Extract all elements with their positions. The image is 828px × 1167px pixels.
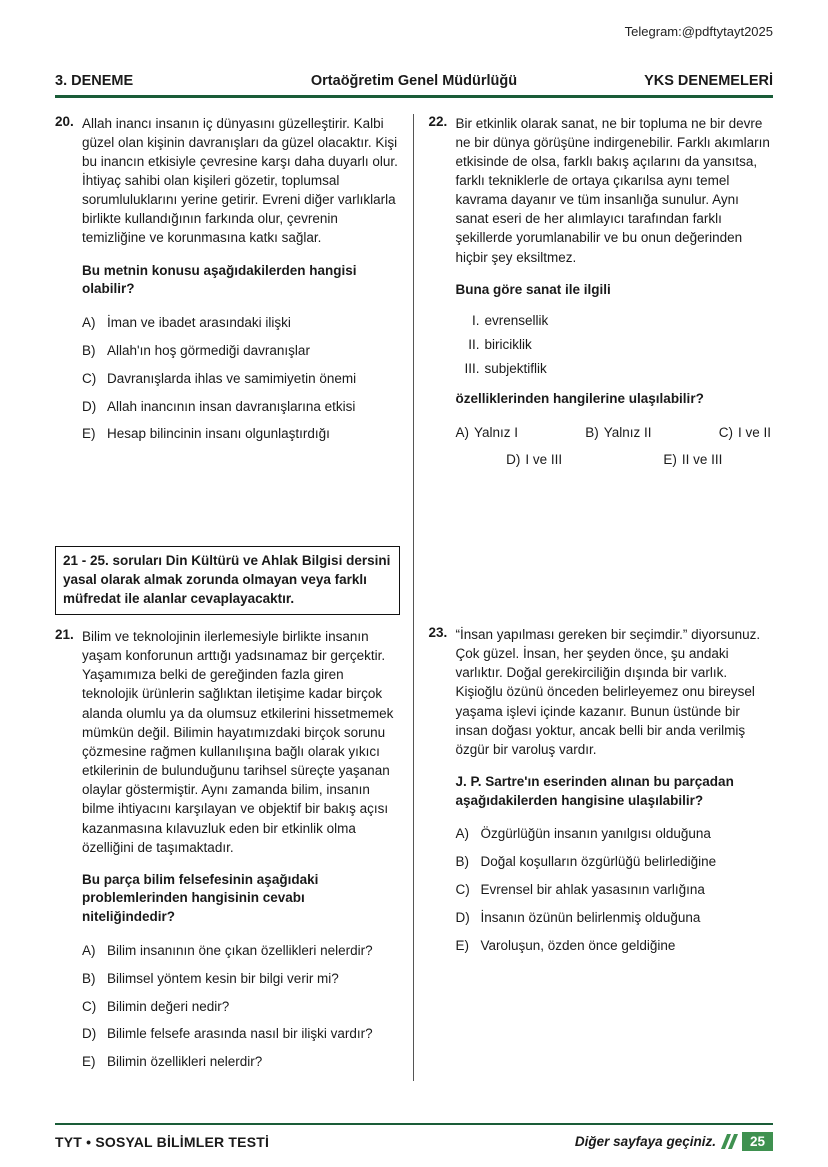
instruction-notice-box: 21 - 25. soruları Din Kültürü ve Ahlak Bilgisi dersini yasal olarak almak zorunda olmayan veya farklı müfredat ile alanlar cevaplayacaktır. bbox=[55, 546, 400, 615]
option-text: Bilimsel yöntem kesin bir bilgi verir mi? bbox=[107, 970, 339, 986]
option-d bbox=[82, 398, 400, 417]
option-letter: C) bbox=[455, 882, 470, 898]
header-exam-name: YKS DENEMELERİ bbox=[644, 73, 773, 89]
question-number: 21. bbox=[55, 626, 74, 642]
telegram-handle: Telegram:@pdftytayt2025 bbox=[624, 24, 773, 39]
option-letter: B) bbox=[455, 854, 469, 870]
option-letter: B) bbox=[82, 342, 96, 358]
option-c bbox=[82, 370, 400, 389]
option-text: Varoluşun, özden önce geldiğine bbox=[480, 937, 676, 953]
option-letter: C) bbox=[82, 998, 97, 1014]
options-row-1 bbox=[456, 425, 774, 440]
page-footer bbox=[55, 1123, 773, 1152]
option-d bbox=[506, 452, 562, 467]
question-content bbox=[82, 114, 400, 454]
right-column bbox=[429, 114, 774, 1082]
options-list bbox=[82, 942, 400, 1072]
option-a bbox=[82, 314, 400, 333]
question-prompt: Bu parça bilim felsefesinin aşağıdaki problemlerinden hangisinin cevabı niteliğindedir? bbox=[82, 871, 319, 925]
option-text: İnsanın özünün belirlenmiş olduğuna bbox=[480, 910, 701, 926]
question-20 bbox=[55, 114, 400, 454]
option-e bbox=[663, 452, 722, 467]
question-text: Bilim ve teknolojinin ilerlemesiyle birlikte insanın yaşam konforunun arttığı yadsınamaz bir gerçektir. Yaşamımıza belki de gereğinden fazla giren teknolojik ürünlerin sağlıktan iletişime kadar birçok alanda olumlu ya da olumsuz etkilerini hissetmemek mümkün değil. Bilimin hayatımızdaki birçok sorunu çözmesine rağmen kullanılışına bağlı olarak yıkıcı etkilerinin de bulunduğunu tarihsel süreçte yaşanan olaylar göstermiştir. Aynı zamanda bilim, insanın bilme ihtiyacını karşılayan ve objektif bir bakış açısı kazanmasına kılavuzluk eden bir etkinlik olma özelliğini de taşımaktadır. bbox=[82, 628, 394, 855]
question-text: “İnsan yapılması gereken bir seçimdir.” diyorsunuz. Çok güzel. İnsan, her şeyden önce, şu andaki varlıktır. Doğal gerekirciliğin dışında bir varlık. Kişioğlu özünü önceden belirleyemez onu bireysel yaşama işlevi içinde kazanır. Bunun üstünde bir insan doğası yoktur, ancak belli bir anda verilmiş özgür bir varoluş vardır. bbox=[455, 627, 761, 757]
options-list bbox=[82, 314, 400, 444]
option-letter: B) bbox=[82, 970, 96, 986]
question-text: Bir etkinlik olarak sanat, ne bir topluma ne bir devre ne bir dünya görüşüne indirgenebilir. Farklı akımların etkisinde de olsa, farklı bakış açılarını da yansıtsa, farklı tekniklerle de ortaya çıkarılsa aynı temel kavrama dayanır ve tüm insanlığa sunulur. Aynı sanat eseri de her alımlayıcı tarafından farklı şekillerde yorumlanabilir ve bu onun değerinden hiçbir şey eksiltmez. bbox=[455, 115, 770, 265]
options-row-2 bbox=[456, 452, 774, 467]
roman-numeral-list bbox=[456, 313, 774, 376]
option-text: Bilim insanının öne çıkan özellikleri nelerdir? bbox=[107, 942, 373, 958]
option-text: Hesap bilincinin insanı olgunlaştırdığı bbox=[107, 426, 330, 442]
option-text: Yalnız II bbox=[603, 425, 652, 440]
option-b bbox=[585, 425, 651, 440]
option-letter: B) bbox=[585, 425, 599, 440]
option-d bbox=[82, 1025, 400, 1044]
question-prompt: Buna göre sanat ile ilgili bbox=[455, 281, 611, 297]
header-test-number: 3. DENEME bbox=[55, 73, 134, 89]
option-text: II ve III bbox=[681, 452, 723, 467]
question-prompt: J. P. Sartre'ın eserinden alınan bu parçadan aşağıdakilerden hangisine ulaşılabilir? bbox=[455, 774, 734, 808]
option-e bbox=[456, 937, 774, 956]
option-e bbox=[82, 425, 400, 444]
options-list bbox=[456, 825, 774, 955]
option-text: Davranışlarda ihlas ve samimiyetin önemi bbox=[107, 370, 357, 386]
option-letter: A) bbox=[82, 314, 96, 330]
roman-text: subjektiflik bbox=[484, 361, 547, 377]
question-content bbox=[456, 625, 774, 965]
option-text: Bilimin değeri nedir? bbox=[107, 998, 230, 1014]
option-a bbox=[82, 942, 400, 961]
next-page-instruction: Diğer sayfaya geçiniz. bbox=[574, 1134, 716, 1149]
header-divider-rule bbox=[55, 95, 773, 98]
test-name: TYT • SOSYAL BİLİMLER TESTİ bbox=[55, 1133, 270, 1150]
option-letter: D) bbox=[82, 1026, 97, 1042]
option-letter: A) bbox=[455, 826, 469, 842]
option-a bbox=[456, 825, 774, 844]
option-text: I ve II bbox=[737, 425, 771, 440]
option-letter: A) bbox=[82, 942, 96, 958]
question-number: 20. bbox=[55, 113, 74, 129]
roman-numeral: III. bbox=[464, 361, 480, 377]
question-23 bbox=[429, 625, 774, 965]
option-a bbox=[456, 425, 519, 440]
option-letter: D) bbox=[455, 910, 470, 926]
option-letter: A) bbox=[455, 425, 469, 440]
option-letter: C) bbox=[718, 425, 733, 440]
roman-item-3 bbox=[456, 361, 774, 376]
option-text: Evrensel bir ahlak yasasının varlığına bbox=[480, 882, 705, 898]
page-number-badge: 25 bbox=[742, 1132, 773, 1151]
roman-item-2 bbox=[456, 337, 774, 352]
content-columns bbox=[55, 114, 773, 1082]
column-divider bbox=[413, 114, 414, 1082]
option-letter: E) bbox=[82, 1054, 96, 1070]
roman-text: biriciklik bbox=[484, 337, 532, 353]
option-c bbox=[82, 998, 400, 1017]
option-text: Allah inancının insan davranışlarına etkisi bbox=[107, 398, 356, 414]
option-c bbox=[456, 881, 774, 900]
roman-numeral: II. bbox=[468, 337, 480, 353]
option-letter: E) bbox=[82, 426, 96, 442]
question-21 bbox=[55, 627, 400, 1081]
header-institution: Ortaöğretim Genel Müdürlüğü bbox=[310, 73, 518, 89]
footer-row bbox=[55, 1132, 773, 1151]
option-c bbox=[719, 425, 771, 440]
question-number: 23. bbox=[428, 625, 448, 640]
option-text: Allah'ın hoş görmediği davranışlar bbox=[107, 342, 310, 358]
option-letter: D) bbox=[82, 398, 97, 414]
option-letter: D) bbox=[506, 452, 521, 467]
option-d bbox=[456, 909, 774, 928]
question-text: Allah inancı insanın iç dünyasını güzelleştirir. Kalbi güzel olan kişinin davranışları da güzel olacaktır. Kişi bu inancın etkisiyle çevresine karşı daha duyarlı olur. İhtiyaç sahibi olan kişileri gözetir, toplumsal sorumluluklarını yerine getirir. Evreni diğer varlıklarla birlikte kullandığının farkında olur, çevrenin temizliğine ve korunmasına katkı sağlar. bbox=[82, 115, 398, 246]
question-prompt-2: özelliklerinden hangilerine ulaşılabilir? bbox=[455, 391, 704, 407]
option-b bbox=[456, 853, 774, 872]
question-content bbox=[456, 114, 774, 468]
roman-text: evrensellik bbox=[484, 313, 549, 329]
option-text: Doğal koşulların özgürlüğü belirlediğine bbox=[480, 854, 717, 870]
question-22 bbox=[429, 114, 774, 468]
option-e bbox=[82, 1053, 400, 1072]
option-text: Özgürlüğün insanın yanılgısı olduğuna bbox=[480, 826, 711, 842]
question-content bbox=[82, 627, 400, 1081]
option-letter: C) bbox=[82, 370, 97, 386]
option-letter: E) bbox=[455, 937, 469, 953]
roman-item-1 bbox=[456, 313, 774, 328]
footer-divider-rule bbox=[55, 1123, 773, 1126]
option-text: Yalnız I bbox=[474, 425, 519, 440]
option-text: Bilimin özellikleri nelerdir? bbox=[107, 1054, 263, 1070]
footer-right-group bbox=[575, 1132, 773, 1151]
option-text: I ve III bbox=[525, 452, 563, 467]
option-b bbox=[82, 342, 400, 361]
question-prompt: Bu metnin konusu aşağıdakilerden hangisi olabilir? bbox=[82, 262, 357, 297]
question-number: 22. bbox=[428, 113, 448, 129]
roman-numeral: I. bbox=[471, 313, 480, 329]
option-b bbox=[82, 970, 400, 989]
option-letter: E) bbox=[663, 452, 677, 467]
option-text: Bilimle felsefe arasında nasıl bir ilişki vardır? bbox=[107, 1026, 373, 1042]
page-header bbox=[55, 73, 773, 89]
option-text: İman ve ibadet arasındaki ilişki bbox=[107, 314, 291, 330]
left-column bbox=[55, 114, 400, 1082]
